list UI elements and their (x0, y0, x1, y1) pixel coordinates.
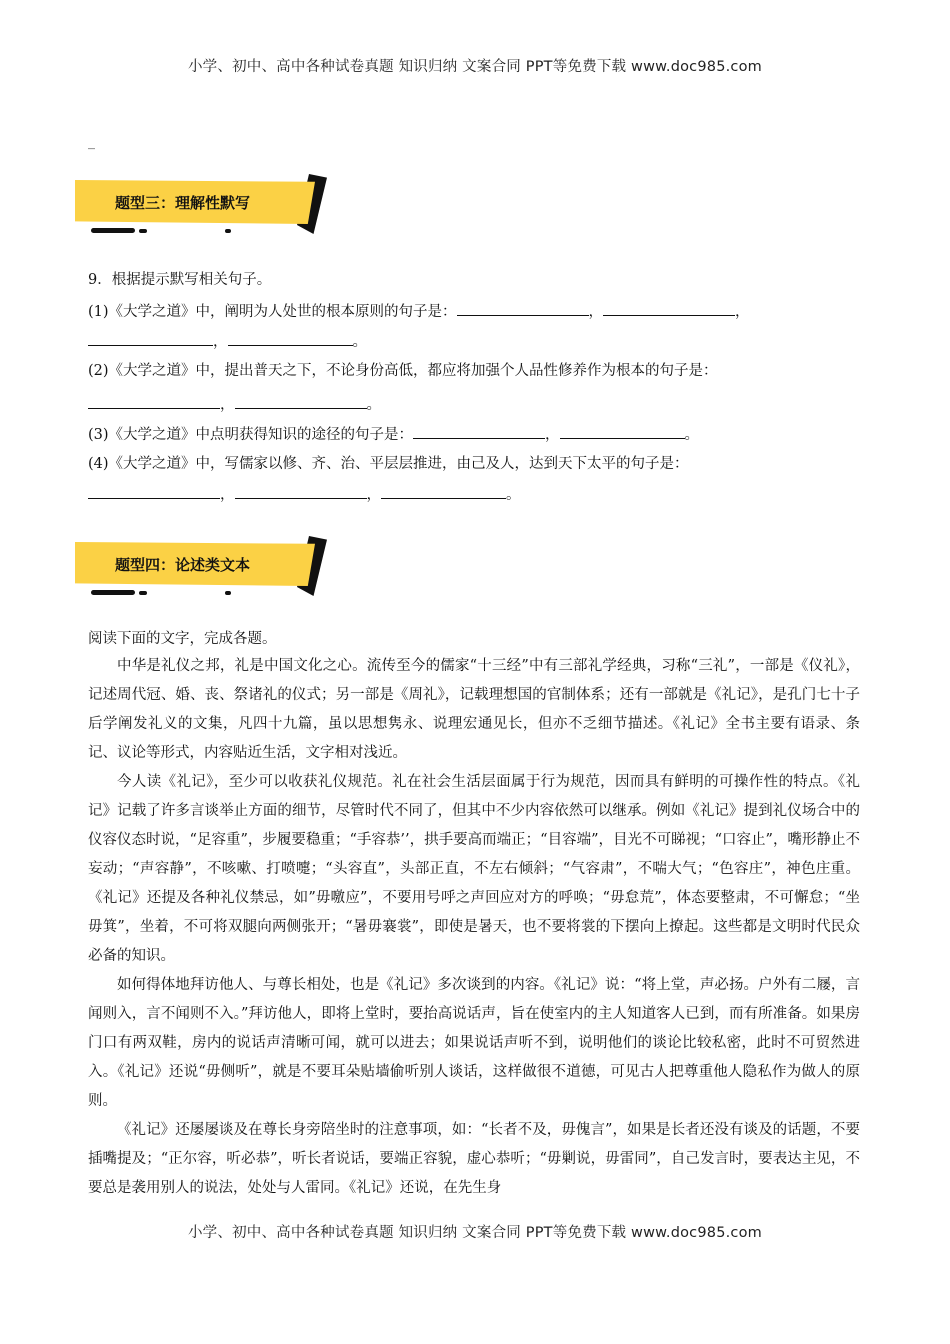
question-item-4: (4)《大学之道》中，写儒家以修、齐、治、平层层推进，由己及人，达到天下太平的句子是： (88, 456, 689, 472)
answer-blank[interactable] (88, 331, 213, 346)
section-banner-3 (75, 172, 337, 236)
answer-blank[interactable] (603, 301, 735, 316)
reading-passage (88, 626, 860, 1203)
answer-blank[interactable] (228, 331, 353, 346)
passage-instruction: 阅读下面的文字，完成各题。 (88, 631, 277, 647)
stray-mark: _ (88, 134, 95, 150)
answer-blank[interactable] (413, 424, 545, 439)
passage-paragraph: 《礼记》还屡屡谈及在尊长身旁陪坐时的注意事项，如：“长者不及，毋傀言”，如果是长者还没有谈及的话题，不要插嘴提及；“正尔容，听必恭”，听长者说话，要端正容貌，虚心恭听；“毋剿说，毋雷同”，自己发言时，要表达主见，不要总是袭用别人的说法，处处与人雷同。《礼记》还说，在先生身 (88, 1122, 860, 1196)
answer-blank[interactable] (235, 484, 367, 499)
question-item-1-cont: ， 。 (88, 331, 868, 352)
question-item-4-cont: ， ， 。 (88, 484, 868, 505)
question-item-3: (3)《大学之道》中点明获得知识的途径的句子是： ， 。 (88, 424, 868, 445)
question-item-1: (1)《大学之道》中，阐明为人处世的根本原则的句子是： ， ， (88, 301, 868, 322)
question-item-2-cont: ， 。 (88, 394, 868, 415)
passage-paragraph: 中华是礼仪之邦，礼是中国文化之心。流传至今的儒家“十三经”中有三部礼学经典，习称“三礼”，一部是《仪礼》，记述周代冠、婚、丧、祭诸礼的仪式；另一部是《周礼》，记载理想国的官制体系；还有一部就是《礼记》，是孔门七十子后学阐发礼义的文集，凡四十九篇，虽以思想隽永、说理宏通见长，但亦不乏细节描述。《礼记》全书主要有语录、条记、议论等形式，内容贴近生活，文字相对浅近。 (88, 658, 860, 761)
answer-blank[interactable] (381, 484, 506, 499)
answer-blank[interactable] (457, 301, 589, 316)
answer-blank[interactable] (235, 394, 367, 409)
question-lead: 9．根据提示默写相关句子。 (88, 272, 272, 288)
answer-blank[interactable] (560, 424, 685, 439)
question-item-2: (2)《大学之道》中，提出普天之下，不论身份高低，都应将加强个人品性修养作为根本的句子是： (88, 363, 718, 379)
passage-paragraph: 如何得体地拜访他人、与尊长相处，也是《礼记》多次谈到的内容。《礼记》说：“将上堂，声必扬。户外有二屦，言闻则入，言不闻则不入。”拜访他人，即将上堂时，要抬高说话声，旨在使室内的主人知道客人已到，而有所准备。如果房门口有两双鞋，房内的说话声清晰可闻，就可以进去；如果说话声听不到，说明他们的谈论比较私密，此时不可贸然进入。《礼记》还说“毋侧听”，就是不要耳朵贴墙偷听别人谈话，这样做很不道德，可见古人把尊重他人隐私作为做人的原则。 (88, 977, 860, 1109)
section-title: 题型三：理解性默写 (115, 194, 251, 212)
passage-paragraph: 今人读《礼记》，至少可以收获礼仪规范。礼在社会生活层面属于行为规范，因而具有鲜明的可操作性的特点。《礼记》记载了许多言谈举止方面的细节，尽管时代不同了，但其中不少内容依然可以继承。例如《礼记》提到礼仪场合中的仪容仪态时说，“足容重”，步履要稳重；“手容恭’’，拱手要高而端正；“目容端”，目光不可睇视；“口容止”，嘴形静止不妄动；“声容静”，不咳嗽、打喷嚏；“头容直”，头部正直，不左右倾斜；“气容肃”，不喘大气；“色容庄”，神色庄重。《礼记》还提及各种礼仪禁忌，如”毋噭应”，不要用号呼之声回应对方的呼唤；“毋怠荒”，体态要整肃，不可懈怠；“坐毋箕”，坐着，不可将双腿向两侧张开；“暑毋褰裳”，即使是暑天，也不要将裳的下摆向上撩起。这些都是文明时代民众必备的知识。 (88, 774, 860, 964)
answer-blank[interactable] (88, 484, 220, 499)
section-title: 题型四：论述类文本 (115, 556, 251, 574)
section-banner-4 (75, 534, 337, 598)
page-header: 小学、初中、高中各种试卷真题 知识归纳 文案合同 PPT等免费下载 www.doc985.com (187, 59, 763, 75)
page-footer: 小学、初中、高中各种试卷真题 知识归纳 文案合同 PPT等免费下载 www.doc985.com (187, 1225, 763, 1241)
answer-blank[interactable] (88, 394, 220, 409)
